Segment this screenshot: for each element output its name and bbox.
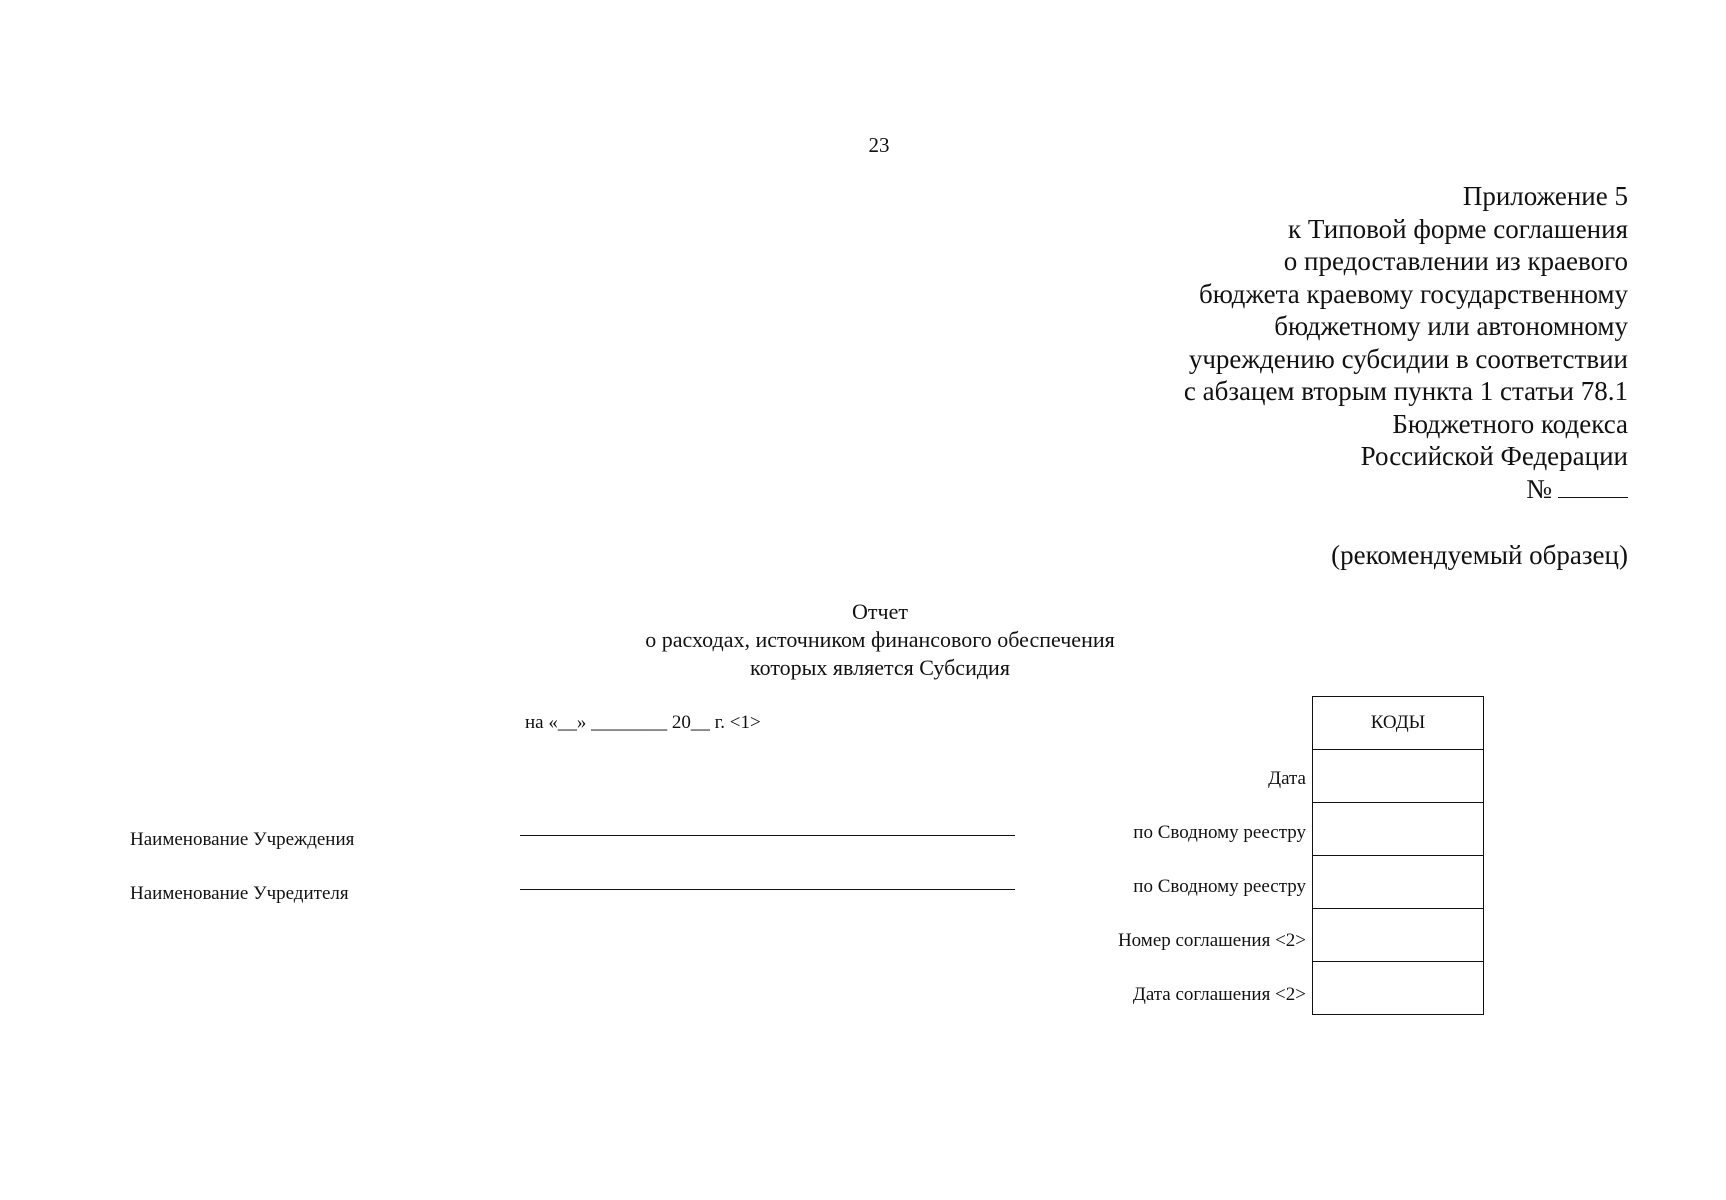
code-label-agreement-date: Дата соглашения <2> — [1132, 984, 1306, 1005]
code-label-registry-2: по Сводному реестру — [1133, 876, 1306, 897]
codes-table — [1312, 696, 1484, 1015]
code-label-date: Дата — [1268, 768, 1306, 789]
sample-label: (рекомендуемый образец) — [1331, 540, 1628, 570]
appendix-line: к Типовой форме соглашения — [1288, 213, 1628, 244]
codes-header: КОДЫ — [1313, 697, 1484, 750]
code-cell-agreement-date[interactable] — [1313, 962, 1484, 1015]
code-cell-registry-2[interactable] — [1313, 856, 1484, 909]
agreement-number-line — [1184, 473, 1628, 506]
founder-field[interactable] — [520, 889, 1015, 890]
institution-label: Наименование Учреждения — [130, 829, 355, 850]
report-date-line: на «__» ________ 20__ г. <1> — [525, 712, 761, 733]
appendix-line: бюджета краевому государственному — [1199, 278, 1628, 309]
report-title-line: о расходах, источником финансового обеспечения — [645, 627, 1115, 652]
appendix-line: Российской Федерации — [1360, 441, 1628, 471]
report-title — [580, 598, 1180, 682]
code-cell-agreement-number[interactable] — [1313, 909, 1484, 962]
code-cell-date[interactable] — [1313, 750, 1484, 803]
agreement-number-blank[interactable] — [1558, 475, 1628, 498]
code-label-agreement-number: Номер соглашения <2> — [1117, 930, 1306, 951]
appendix-line: Приложение 5 — [1462, 181, 1628, 211]
appendix-line: о предоставлении из краевого — [1283, 246, 1628, 276]
appendix-line: бюджетному или автономному — [1274, 311, 1628, 341]
report-title-line: Отчет — [852, 599, 908, 624]
code-label-registry: по Сводному реестру — [1133, 822, 1306, 843]
appendix-line: с абзацем вторым пункта 1 статьи 78.1 — [1183, 376, 1628, 406]
institution-field[interactable] — [520, 835, 1015, 836]
code-cell-registry[interactable] — [1313, 803, 1484, 856]
appendix-block — [1184, 180, 1628, 505]
appendix-line: учреждению субсидии в соответствии — [1188, 343, 1628, 374]
appendix-line: Бюджетного кодекса — [1392, 408, 1628, 439]
report-title-line: которых является Субсидия — [750, 655, 1010, 680]
page-number: 23 — [868, 133, 890, 157]
number-sign: № — [1526, 473, 1552, 504]
founder-label: Наименование Учредителя — [130, 883, 349, 904]
